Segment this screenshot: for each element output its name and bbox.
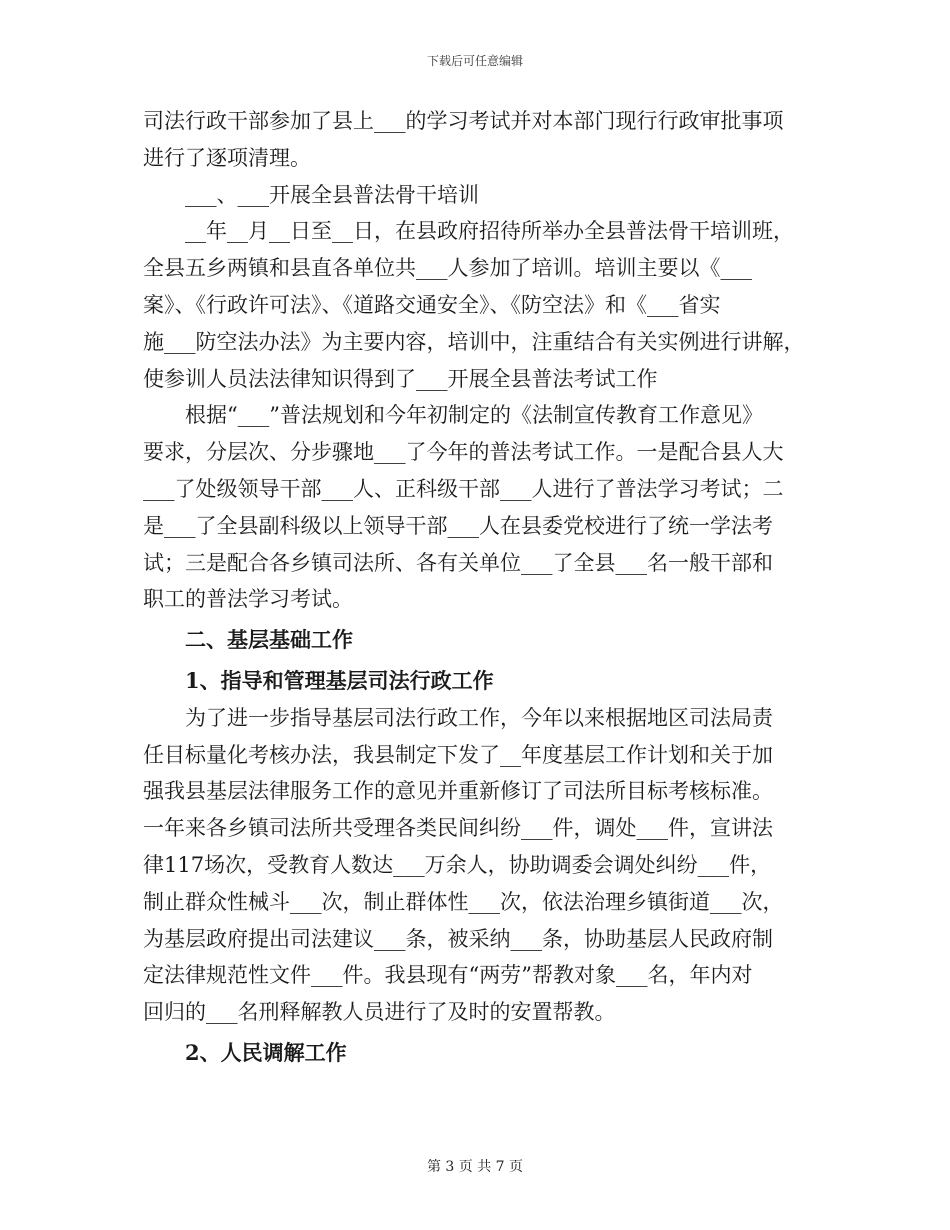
paragraph-subheading-training [143,177,813,214]
text-line: 试；三是配合各乡镇司法所、各有关单位___了全县___名一般干部和 [143,550,773,575]
text-line: 回归的___名刑释解教人员进行了及时的安置帮教。 [143,1000,616,1025]
text-line: 使参训人员法法律知识得到了___开展全县普法考试工作 [143,366,658,391]
text-line: ___了处级领导干部___人、正科级干部___人进行了普法学习考试；二 [143,476,784,501]
paragraph-grassroots-work [143,700,813,1031]
subsection-heading: 1、指导和管理基层司法行政工作 [185,667,494,693]
text-line: __年__月__日至__日，在县政府招待所举办全县普法骨干培训班， [185,219,794,244]
text-line: 是___了全县副科级以上领导干部___人在县委党校进行了统一学法考 [143,513,773,538]
text-line: 一年来各乡镇司法所共受理各类民间纠纷___件，调处___件，宣讲法 [143,816,773,841]
text-line: 进行了逐项清理。 [143,145,311,170]
text-line: 全县五乡两镇和县直各单位共___人参加了培训。培训主要以《___ [143,256,752,281]
paragraph-exam-work [143,397,813,618]
text-line: 制止群众性械斗___次，制止群体性___次，依法治理乡镇街道___次， [143,889,784,914]
text-line: 职工的普法学习考试。 [143,587,353,612]
document-body [143,103,813,1072]
paragraph-training-details [143,213,813,397]
text-line: 司法行政干部参加了县上___的学习考试并对本部门现行行政审批事项 [143,109,784,133]
subsection-heading: 2、人民调解工作 [185,1039,347,1065]
text-line: 施___防空法办法》为主要内容，培训中，注重结合有关实例进行讲解， [143,329,805,354]
text-line: 强我县基层法律服务工作的意见并重新修订了司法所目标考核标准。 [143,779,773,804]
page-footer: 第 3 页 共 7 页 [426,1159,524,1175]
text-line: 案》、《行政许可法》、《道路交通安全》、《防空法》和《___省实 [143,292,721,317]
paragraph-continuation [143,103,813,177]
text-line: 为了进一步指导基层司法行政工作，今年以来根据地区司法局责 [185,705,773,730]
section-heading: 二、基层基础工作 [185,627,353,653]
text-line: 根据“___”普法规划和今年初制定的《法制宣传教育工作意见》 [185,403,763,428]
page-header: 下载后可任意编辑 [426,54,523,68]
text-line: 定法律规范性文件___件。我县现有“两劳”帮教对象___名，年内对 [143,963,753,988]
text-line: 任目标量化考核办法，我县制定下发了__年度基层工作计划和关于加 [143,742,773,767]
text-line: 要求，分层次、分步骤地___了今年的普法考试工作。一是配合县人大 [143,440,784,465]
text-line: ___、___开展全县普法骨干培训 [185,182,479,207]
text-line: 律117场次，受教育人数达___万余人，协助调委会调处纠纷___件， [143,852,772,877]
text-line: 为基层政府提出司法建议___条，被采纳___条，协助基层人民政府制 [143,926,773,951]
